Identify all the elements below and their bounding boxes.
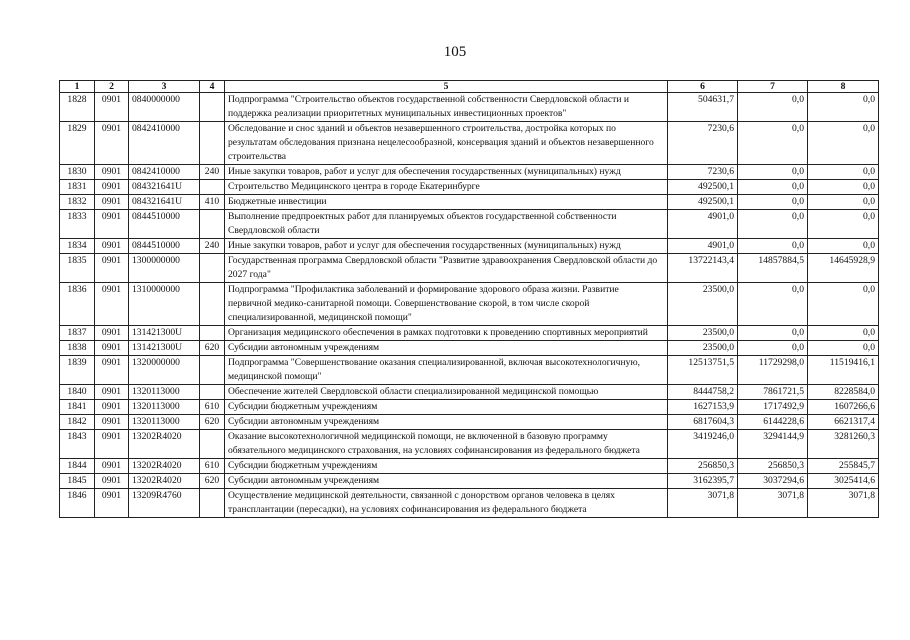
amount-col-8: 0,0 bbox=[808, 165, 879, 180]
amount-col-6: 1627153,9 bbox=[668, 400, 738, 415]
table-row bbox=[60, 400, 879, 415]
row-number: 1837 bbox=[60, 326, 95, 341]
item-name: Организация медицинского обеспечения в рамках подготовки к проведению спортивных мероприятий bbox=[225, 326, 668, 341]
amount-col-6: 492500,1 bbox=[668, 195, 738, 210]
expense-type-code: 240 bbox=[200, 165, 225, 180]
expense-type-code: 610 bbox=[200, 459, 225, 474]
amount-col-7: 0,0 bbox=[738, 326, 808, 341]
row-number: 1831 bbox=[60, 180, 95, 195]
target-article-code: 13202R4020 bbox=[129, 459, 200, 474]
expense-type-code: 620 bbox=[200, 341, 225, 356]
amount-col-8: 0,0 bbox=[808, 283, 879, 326]
amount-col-7: 0,0 bbox=[738, 165, 808, 180]
section-code: 0901 bbox=[95, 474, 129, 489]
amount-col-8: 0,0 bbox=[808, 180, 879, 195]
item-name: Подпрограмма "Профилактика заболеваний и формирование здорового образа жизни. Развитие первичной медико-санитарной помощи. Совершенствование скорой, в том числе скорой специализированной, медицинской помощи" bbox=[225, 283, 668, 326]
amount-col-8: 14645928,9 bbox=[808, 254, 879, 283]
table-header-row bbox=[60, 81, 879, 93]
amount-col-7: 3037294,6 bbox=[738, 474, 808, 489]
column-header: 2 bbox=[95, 81, 129, 93]
amount-col-8: 0,0 bbox=[808, 195, 879, 210]
section-code: 0901 bbox=[95, 489, 129, 518]
section-code: 0901 bbox=[95, 93, 129, 122]
budget-table bbox=[59, 80, 879, 518]
column-header: 7 bbox=[738, 81, 808, 93]
item-name: Субсидии бюджетным учреждениям bbox=[225, 400, 668, 415]
table-row bbox=[60, 459, 879, 474]
section-code: 0901 bbox=[95, 239, 129, 254]
target-article-code: 1320113000 bbox=[129, 400, 200, 415]
table-row bbox=[60, 165, 879, 180]
amount-col-7: 0,0 bbox=[738, 122, 808, 165]
item-name: Иные закупки товаров, работ и услуг для обеспечения государственных (муниципальных) нужд bbox=[225, 165, 668, 180]
row-number: 1836 bbox=[60, 283, 95, 326]
section-code: 0901 bbox=[95, 400, 129, 415]
column-header: 1 bbox=[60, 81, 95, 93]
item-name: Обследование и снос зданий и объектов незавершенного строительства, достройка которых по результатам обследования признана нецелесообразной, консервация зданий и объектов незавершенного строительства bbox=[225, 122, 668, 165]
expense-type-code: 410 bbox=[200, 195, 225, 210]
column-header: 3 bbox=[129, 81, 200, 93]
page-number: 105 bbox=[443, 44, 467, 60]
table-row bbox=[60, 356, 879, 385]
amount-col-7: 0,0 bbox=[738, 341, 808, 356]
expense-type-code bbox=[200, 93, 225, 122]
expense-type-code bbox=[200, 356, 225, 385]
table-row bbox=[60, 326, 879, 341]
target-article-code: 13209R4760 bbox=[129, 489, 200, 518]
row-number: 1829 bbox=[60, 122, 95, 165]
row-number: 1828 bbox=[60, 93, 95, 122]
amount-col-7: 6144228,6 bbox=[738, 415, 808, 430]
row-number: 1844 bbox=[60, 459, 95, 474]
table-row bbox=[60, 474, 879, 489]
target-article-code: 0842410000 bbox=[129, 122, 200, 165]
expense-type-code: 620 bbox=[200, 415, 225, 430]
section-code: 0901 bbox=[95, 122, 129, 165]
expense-type-code bbox=[200, 430, 225, 459]
row-number: 1832 bbox=[60, 195, 95, 210]
amount-col-7: 3071,8 bbox=[738, 489, 808, 518]
amount-col-8: 1607266,6 bbox=[808, 400, 879, 415]
amount-col-8: 8228584,0 bbox=[808, 385, 879, 400]
target-article-code: 084321641U bbox=[129, 180, 200, 195]
amount-col-6: 504631,7 bbox=[668, 93, 738, 122]
amount-col-7: 0,0 bbox=[738, 93, 808, 122]
item-name: Подпрограмма "Строительство объектов государственной собственности Свердловской области и поддержка реализации приоритетных муниципальных инвестиционных проектов" bbox=[225, 93, 668, 122]
table-row bbox=[60, 254, 879, 283]
target-article-code: 131421300U bbox=[129, 341, 200, 356]
amount-col-8: 255845,7 bbox=[808, 459, 879, 474]
expense-type-code bbox=[200, 180, 225, 195]
section-code: 0901 bbox=[95, 356, 129, 385]
row-number: 1835 bbox=[60, 254, 95, 283]
target-article-code: 13202R4020 bbox=[129, 430, 200, 459]
section-code: 0901 bbox=[95, 385, 129, 400]
column-header: 6 bbox=[668, 81, 738, 93]
table-body bbox=[60, 93, 879, 518]
target-article-code: 1310000000 bbox=[129, 283, 200, 326]
column-header: 5 bbox=[225, 81, 668, 93]
amount-col-8: 0,0 bbox=[808, 122, 879, 165]
item-name: Иные закупки товаров, работ и услуг для обеспечения государственных (муниципальных) нужд bbox=[225, 239, 668, 254]
amount-col-7: 14857884,5 bbox=[738, 254, 808, 283]
target-article-code: 1300000000 bbox=[129, 254, 200, 283]
section-code: 0901 bbox=[95, 415, 129, 430]
amount-col-6: 3162395,7 bbox=[668, 474, 738, 489]
table-row bbox=[60, 122, 879, 165]
amount-col-7: 0,0 bbox=[738, 210, 808, 239]
expense-type-code bbox=[200, 385, 225, 400]
target-article-code: 131421300U bbox=[129, 326, 200, 341]
amount-col-6: 23500,0 bbox=[668, 283, 738, 326]
column-header: 4 bbox=[200, 81, 225, 93]
amount-col-7: 0,0 bbox=[738, 283, 808, 326]
amount-col-8: 3025414,6 bbox=[808, 474, 879, 489]
amount-col-7: 0,0 bbox=[738, 239, 808, 254]
section-code: 0901 bbox=[95, 459, 129, 474]
amount-col-6: 23500,0 bbox=[668, 326, 738, 341]
amount-col-7: 11729298,0 bbox=[738, 356, 808, 385]
target-article-code: 0840000000 bbox=[129, 93, 200, 122]
amount-col-6: 4901,0 bbox=[668, 210, 738, 239]
item-name: Государственная программа Свердловской области "Развитие здравоохранения Свердловской области до 2027 года" bbox=[225, 254, 668, 283]
item-name: Оказание высокотехнологичной медицинской помощи, не включенной в базовую программу обязательного медицинского страхования, на условиях софинансирования из федерального бюджета bbox=[225, 430, 668, 459]
amount-col-8: 0,0 bbox=[808, 210, 879, 239]
section-code: 0901 bbox=[95, 326, 129, 341]
amount-col-8: 0,0 bbox=[808, 341, 879, 356]
target-article-code: 1320113000 bbox=[129, 415, 200, 430]
expense-type-code bbox=[200, 489, 225, 518]
amount-col-8: 0,0 bbox=[808, 239, 879, 254]
amount-col-7: 256850,3 bbox=[738, 459, 808, 474]
amount-col-7: 7861721,5 bbox=[738, 385, 808, 400]
target-article-code: 1320000000 bbox=[129, 356, 200, 385]
row-number: 1846 bbox=[60, 489, 95, 518]
item-name: Субсидии автономным учреждениям bbox=[225, 415, 668, 430]
amount-col-8: 11519416,1 bbox=[808, 356, 879, 385]
item-name: Субсидии автономным учреждениям bbox=[225, 474, 668, 489]
table-row bbox=[60, 489, 879, 518]
amount-col-6: 23500,0 bbox=[668, 341, 738, 356]
amount-col-7: 1717492,9 bbox=[738, 400, 808, 415]
item-name: Подпрограмма "Совершенствование оказания специализированной, включая высокотехнологичную, медицинской помощи" bbox=[225, 356, 668, 385]
expense-type-code: 240 bbox=[200, 239, 225, 254]
row-number: 1830 bbox=[60, 165, 95, 180]
table-row bbox=[60, 283, 879, 326]
amount-col-6: 7230,6 bbox=[668, 122, 738, 165]
item-name: Субсидии бюджетным учреждениям bbox=[225, 459, 668, 474]
section-code: 0901 bbox=[95, 210, 129, 239]
table-row bbox=[60, 239, 879, 254]
item-name: Бюджетные инвестиции bbox=[225, 195, 668, 210]
row-number: 1841 bbox=[60, 400, 95, 415]
section-code: 0901 bbox=[95, 254, 129, 283]
amount-col-8: 0,0 bbox=[808, 326, 879, 341]
row-number: 1845 bbox=[60, 474, 95, 489]
amount-col-7: 0,0 bbox=[738, 195, 808, 210]
section-code: 0901 bbox=[95, 165, 129, 180]
amount-col-8: 0,0 bbox=[808, 93, 879, 122]
expense-type-code bbox=[200, 326, 225, 341]
row-number: 1843 bbox=[60, 430, 95, 459]
expense-type-code bbox=[200, 210, 225, 239]
target-article-code: 1320113000 bbox=[129, 385, 200, 400]
row-number: 1834 bbox=[60, 239, 95, 254]
table-row bbox=[60, 93, 879, 122]
table-row bbox=[60, 180, 879, 195]
table-row bbox=[60, 415, 879, 430]
section-code: 0901 bbox=[95, 283, 129, 326]
target-article-code: 0842410000 bbox=[129, 165, 200, 180]
item-name: Выполнение предпроектных работ для планируемых объектов государственной собственности Свердловской области bbox=[225, 210, 668, 239]
amount-col-6: 4901,0 bbox=[668, 239, 738, 254]
target-article-code: 084321641U bbox=[129, 195, 200, 210]
amount-col-6: 6817604,3 bbox=[668, 415, 738, 430]
section-code: 0901 bbox=[95, 180, 129, 195]
target-article-code: 0844510000 bbox=[129, 210, 200, 239]
item-name: Осуществление медицинской деятельности, связанной с донорством органов человека в целях трансплантации (пересадки), на условиях софинансирования из федерального бюджета bbox=[225, 489, 668, 518]
table-row bbox=[60, 195, 879, 210]
section-code: 0901 bbox=[95, 430, 129, 459]
table-row bbox=[60, 385, 879, 400]
target-article-code: 13202R4020 bbox=[129, 474, 200, 489]
expense-type-code bbox=[200, 283, 225, 326]
amount-col-8: 3071,8 bbox=[808, 489, 879, 518]
table-row bbox=[60, 210, 879, 239]
row-number: 1838 bbox=[60, 341, 95, 356]
target-article-code: 0844510000 bbox=[129, 239, 200, 254]
expense-type-code bbox=[200, 254, 225, 283]
amount-col-8: 3281260,3 bbox=[808, 430, 879, 459]
amount-col-8: 6621317,4 bbox=[808, 415, 879, 430]
table-row bbox=[60, 341, 879, 356]
amount-col-6: 7230,6 bbox=[668, 165, 738, 180]
amount-col-7: 0,0 bbox=[738, 180, 808, 195]
row-number: 1842 bbox=[60, 415, 95, 430]
expense-type-code: 620 bbox=[200, 474, 225, 489]
amount-col-6: 13722143,4 bbox=[668, 254, 738, 283]
amount-col-6: 3419246,0 bbox=[668, 430, 738, 459]
section-code: 0901 bbox=[95, 341, 129, 356]
item-name: Субсидии автономным учреждениям bbox=[225, 341, 668, 356]
section-code: 0901 bbox=[95, 195, 129, 210]
amount-col-6: 8444758,2 bbox=[668, 385, 738, 400]
row-number: 1839 bbox=[60, 356, 95, 385]
amount-col-6: 12513751,5 bbox=[668, 356, 738, 385]
row-number: 1833 bbox=[60, 210, 95, 239]
item-name: Строительство Медицинского центра в городе Екатеринбурге bbox=[225, 180, 668, 195]
amount-col-6: 256850,3 bbox=[668, 459, 738, 474]
item-name: Обеспечение жителей Свердловской области специализированной медицинской помощью bbox=[225, 385, 668, 400]
table-row bbox=[60, 430, 879, 459]
expense-type-code: 610 bbox=[200, 400, 225, 415]
amount-col-6: 3071,8 bbox=[668, 489, 738, 518]
amount-col-6: 492500,1 bbox=[668, 180, 738, 195]
expense-type-code bbox=[200, 122, 225, 165]
row-number: 1840 bbox=[60, 385, 95, 400]
amount-col-7: 3294144,9 bbox=[738, 430, 808, 459]
column-header: 8 bbox=[808, 81, 879, 93]
